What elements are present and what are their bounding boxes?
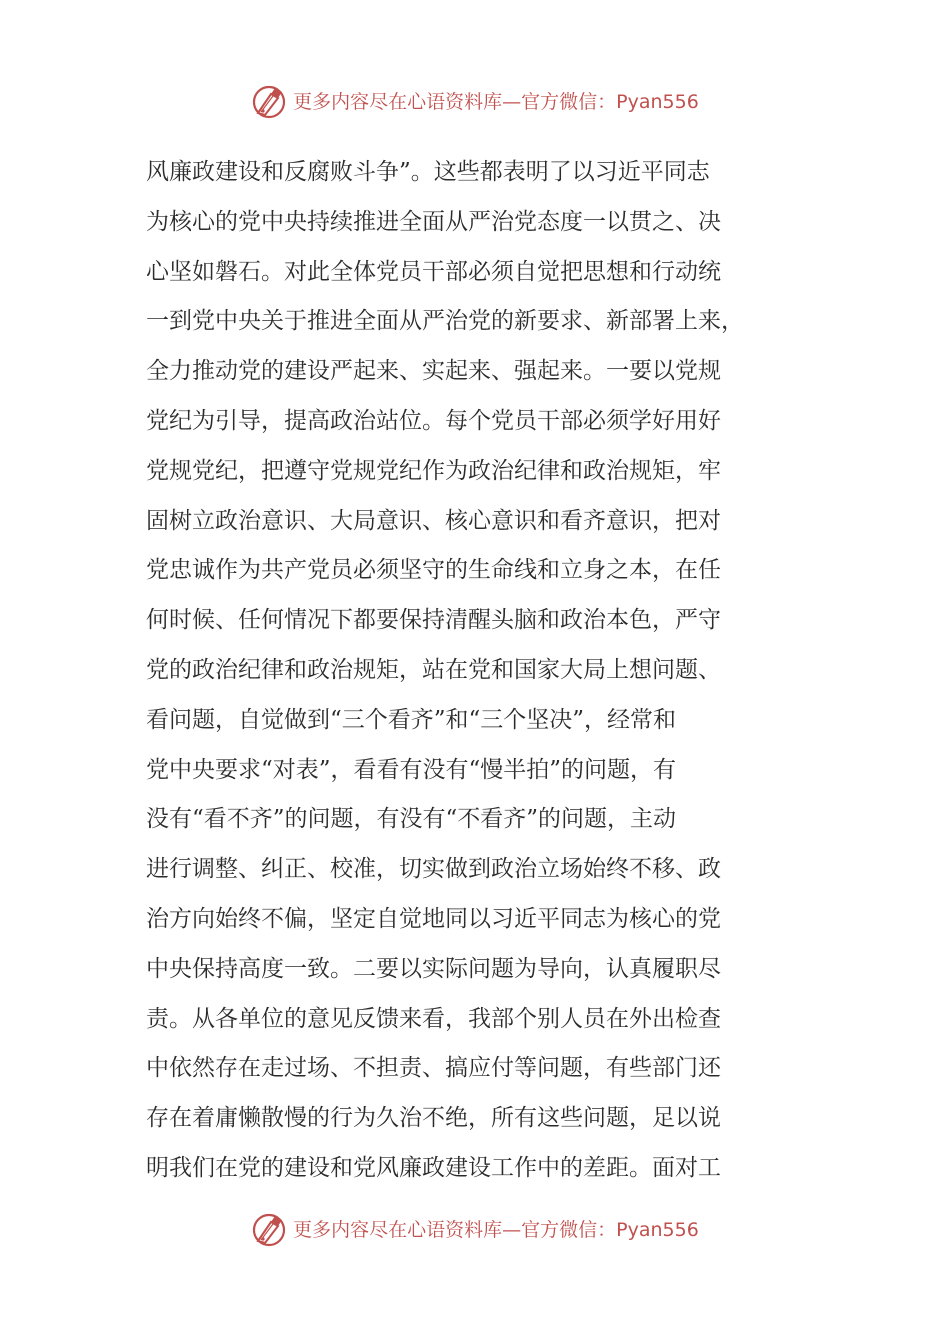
body-line: 全力推动党的建设严起来、实起来、强起来。一要以党规 [146, 358, 721, 385]
body-line: 存在着庸懒散慢的行为久治不绝，所有这些问题，足以说 [146, 1105, 721, 1132]
body-line: 为核心的党中央持续推进全面从严治党态度一以贯之、决 [146, 208, 721, 235]
body-line: 心坚如磐石。对此全体党员干部必须自觉把思想和行动统 [146, 258, 721, 285]
body-line: 党纪为引导，提高政治站位。每个党员干部必须学好用好 [146, 407, 721, 434]
footer-banner-text: 更多内容尽在心语资料库—官方微信： [293, 1218, 617, 1241]
body-line: 中央保持高度一致。二要以实际问题为导向，认真履职尽 [146, 955, 721, 982]
body-line: 党中央要求“对表”，看看有没有“慢半拍”的问题，有 [146, 756, 677, 783]
body-line: 没有“看不齐”的问题，有没有“不看齐”的问题，主动 [146, 806, 677, 833]
body-line: 明我们在党的建设和党风廉政建设工作中的差距。面对工 [146, 1154, 721, 1181]
body-line: 党规党纪，把遵守党规党纪作为政治纪律和政治规矩，牢 [146, 457, 721, 484]
body-line: 中依然存在走过场、不担责、搞应付等问题，有些部门还 [146, 1055, 721, 1082]
header-banner-text: 更多内容尽在心语资料库—官方微信： [293, 90, 617, 113]
pen-nib-logo-icon [251, 84, 287, 120]
body-line: 责。从各单位的意见反馈来看，我部个别人员在外出检查 [146, 1005, 721, 1032]
body-line: 党忠诚作为共产党员必须坚守的生命线和立身之本，在任 [146, 557, 721, 584]
pen-nib-logo-icon [251, 1212, 287, 1248]
header-wechat-handle: Pyan556 [616, 90, 699, 113]
header-banner [0, 80, 950, 124]
body-line: 看问题，自觉做到“三个看齐”和“三个坚决”，经常和 [146, 706, 677, 733]
body-line: 治方向始终不偏，坚定自觉地同以习近平同志为核心的党 [146, 905, 721, 932]
body-line: 进行调整、纠正、校准，切实做到政治立场始终不移、政 [146, 856, 721, 883]
body-line: 风廉政建设和反腐败斗争”。这些都表明了以习近平同志 [146, 159, 710, 185]
body-line: 何时候、任何情况下都要保持清醒头脑和政治本色，严守 [146, 607, 721, 634]
body-line: 党的政治纪律和政治规矩，站在党和国家大局上想问题、 [146, 656, 721, 683]
body-line: 一到党中央关于推进全面从严治党的新要求、新部署上来， [146, 308, 744, 335]
document-body [146, 148, 796, 1194]
footer-wechat-handle: Pyan556 [616, 1218, 699, 1241]
footer-banner [0, 1208, 950, 1252]
body-line: 固树立政治意识、大局意识、核心意识和看齐意识，把对 [146, 507, 721, 534]
